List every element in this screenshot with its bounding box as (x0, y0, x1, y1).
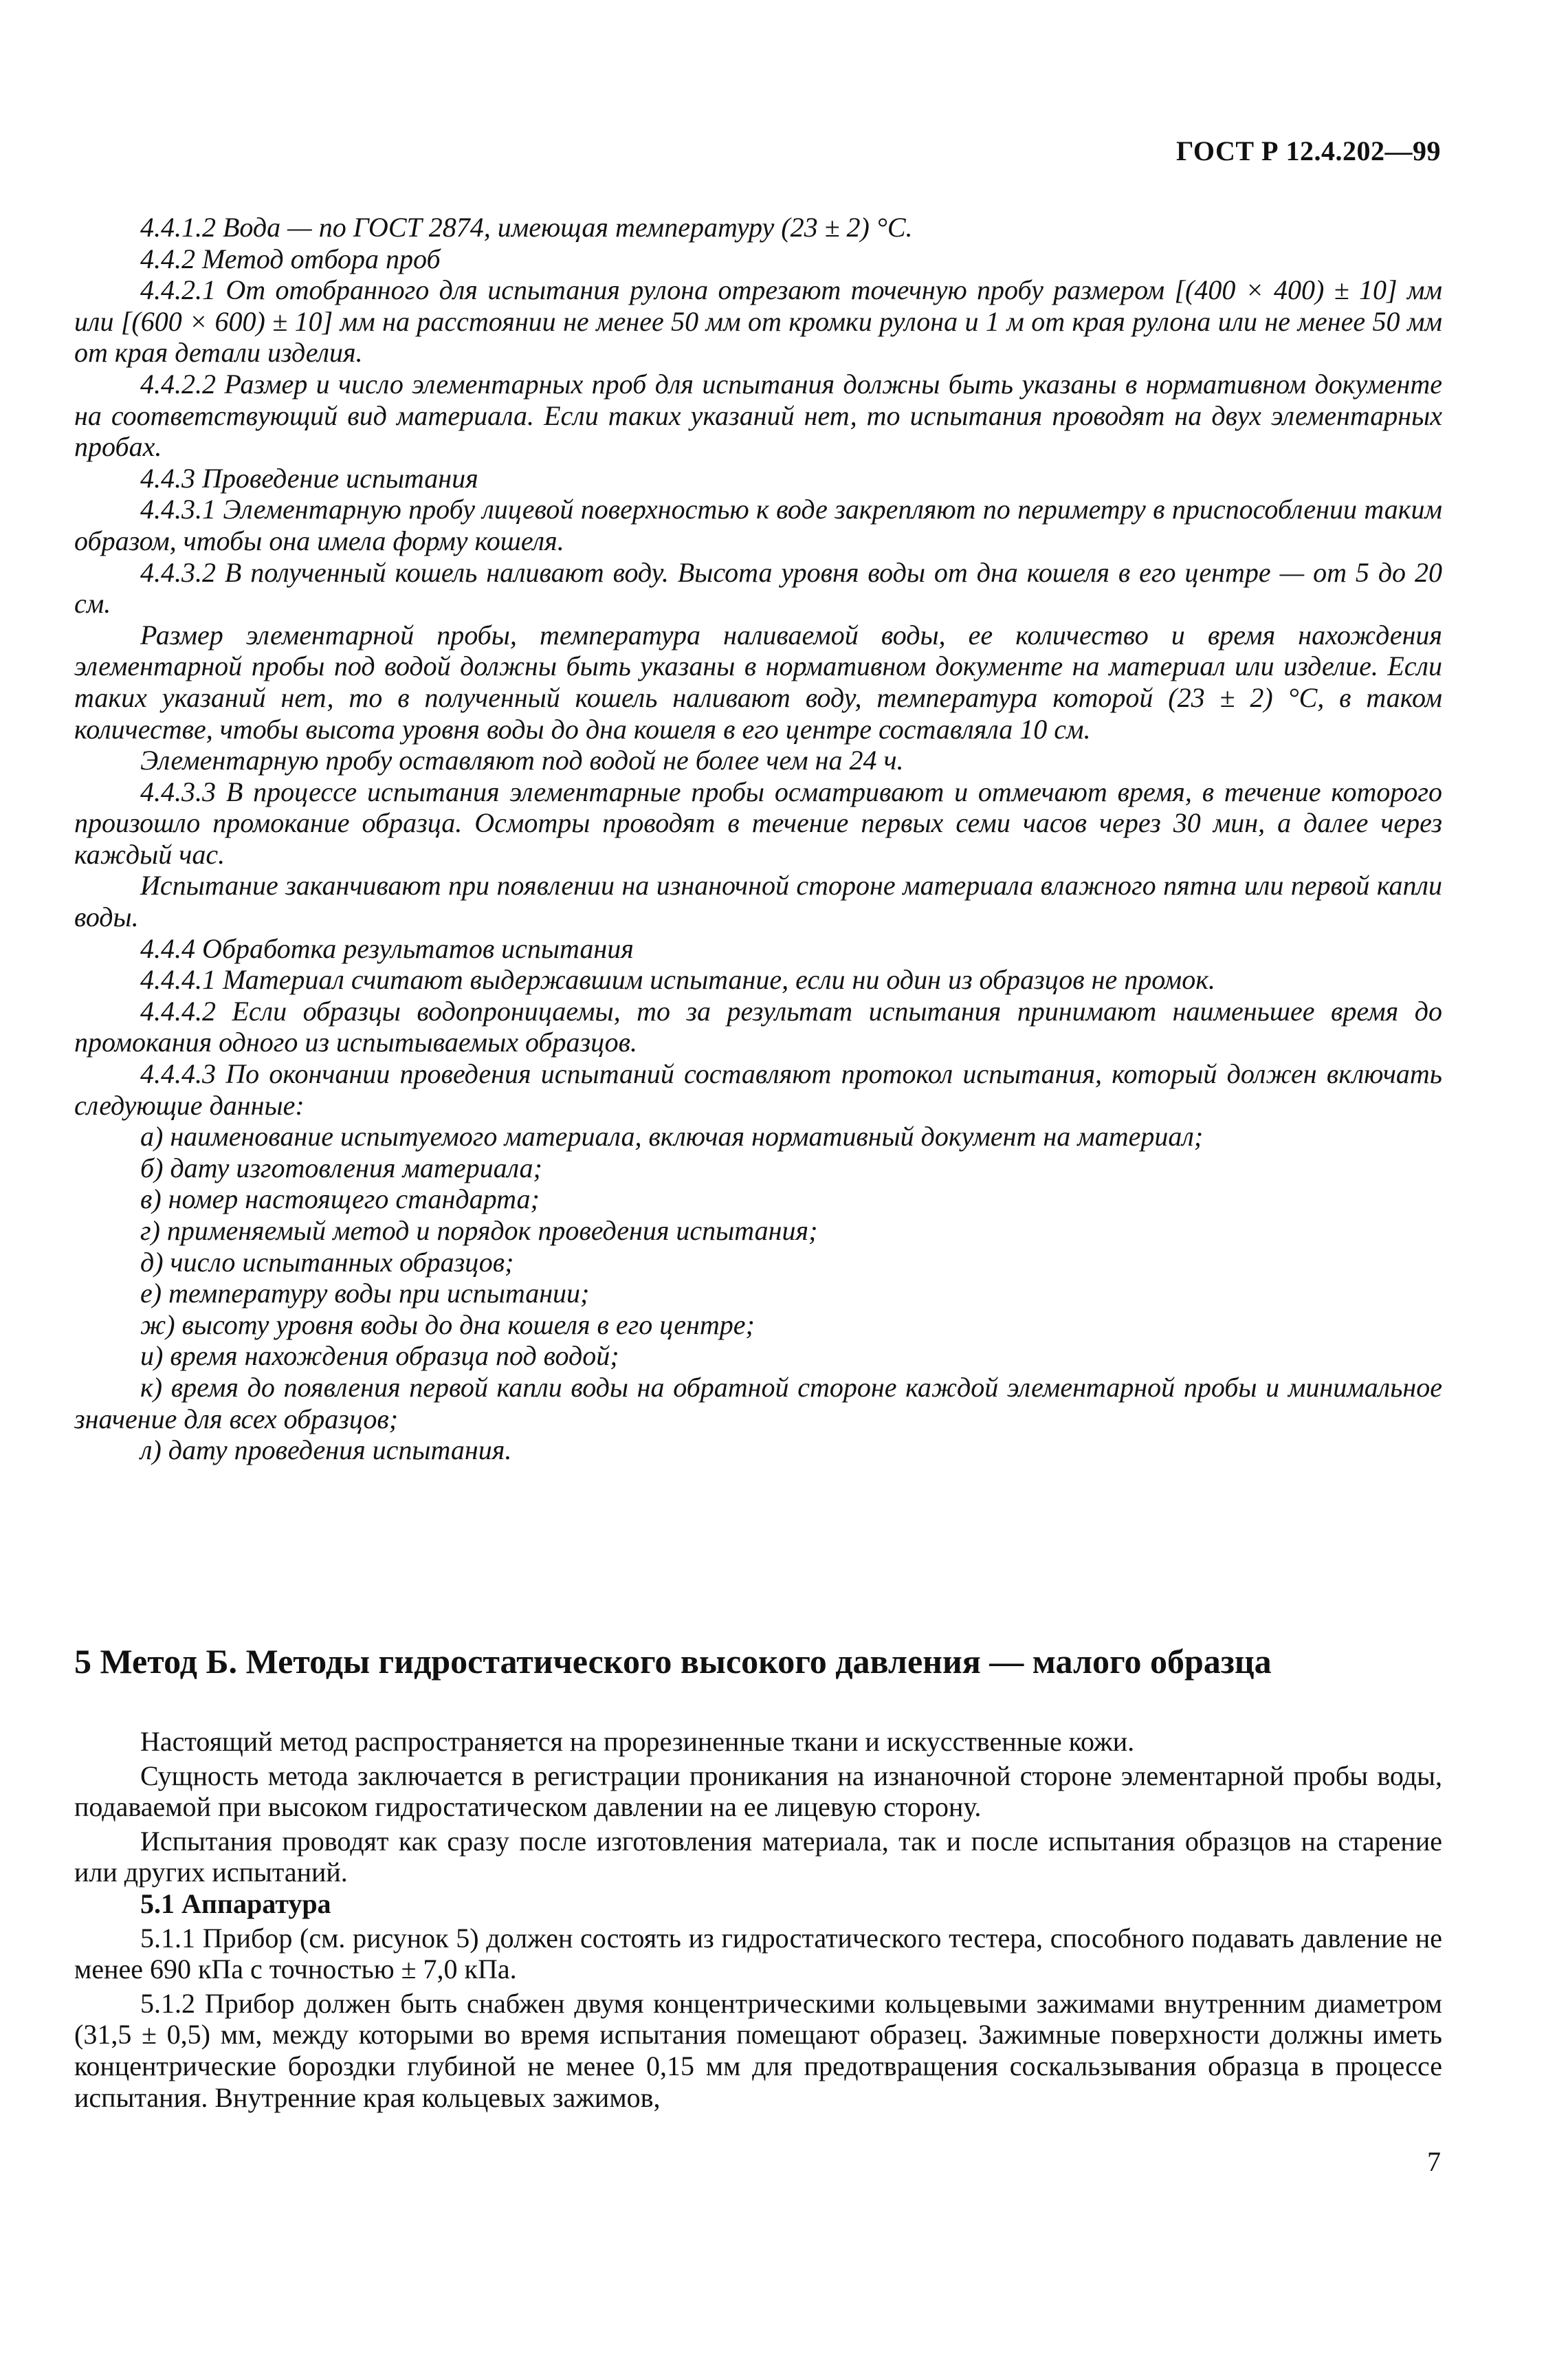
document-code-header: ГОСТ Р 12.4.202—99 (1175, 135, 1441, 166)
paragraph: 4.4.4.1 Материал считают выдержавшим испытание, если ни один из образцов не промок. (140, 964, 1215, 996)
list-item: л) дату проведения испытания. (140, 1434, 512, 1466)
paragraph: Размер элементарной пробы, температура наливаемой воды, ее количество и время нахождения элементарной пробы под водой должны быть указаны в нормативном документе на материал или изделие. Если таких указаний нет, то в полученный кошель наливают воду, температура которой (23 ± 2) °С, в таком количестве, чтобы высота уровня воды до дна кошеля в его центре составляла 10 см. (74, 619, 1442, 745)
paragraph: 4.4.1.2 Вода — по ГОСТ 2874, имеющая температуру (23 ± 2) °С. (140, 212, 913, 243)
paragraph: Испытание заканчивают при появлении на изнаночной стороне материала влажного пятна или первой капли воды. (74, 870, 1442, 933)
section-body (74, 1726, 1442, 2113)
section-title: 5 Метод Б. Методы гидростатического высокого давления — малого образца (74, 1642, 1272, 1681)
paragraph: Элементарную пробу оставляют под водой не более чем на 24 ч. (140, 745, 904, 776)
paragraph: 5.1.2 Прибор должен быть снабжен двумя концентрическими кольцевыми зажимами внутренним диаметром (31,5 ± 0,5) мм, между которыми во время испытания помещают образец. Зажимные поверхности должны иметь концентрические бороздки глубиной не менее 0,15 мм для предотвращения соскальзывания образца в процессе испытания. Внутренние края кольцевых зажимов, (74, 1987, 1442, 2113)
paragraph: 4.4.3.2 В полученный кошель наливают воду. Высота уровня воды от дна кошеля в его центре — от 5 до 20 см. (74, 556, 1442, 620)
list-item: г) применяемый метод и порядок проведения испытания; (140, 1215, 818, 1246)
list-item: в) номер настоящего стандарта; (140, 1183, 540, 1215)
italic-text-block (74, 212, 1442, 1466)
paragraph: Сущность метода заключается в регистрации проникания на изнаночной стороне элементарной пробы воды, подаваемой при высоком гидростатическом давлении на ее лицевую сторону. (74, 1760, 1442, 1823)
list-item: ж) высоту уровня воды до дна кошеля в его центре; (140, 1309, 755, 1340)
paragraph: 5.1.1 Прибор (см. рисунок 5) должен состоять из гидростатического тестера, способного подавать давление не менее 690 кПа с точностью ± 7,0 кПа. (74, 1922, 1442, 1985)
list-item: е) температуру воды при испытании; (140, 1278, 590, 1309)
paragraph: Настоящий метод распространяется на прорезиненные ткани и искусственные кожи. (140, 1726, 1135, 1757)
list-item: б) дату изготовления материала; (140, 1152, 542, 1183)
page-number: 7 (1427, 2146, 1441, 2177)
paragraph: 4.4.3.3 В процессе испытания элементарные пробы осматривают и отмечают время, в течение которого произошло промокание образца. Осмотры проводят в течение первых семи часов через 30 мин, а далее через каждый час. (74, 776, 1442, 870)
paragraph: Испытания проводят как сразу после изготовления материала, так и после испытания образцов на старение или других испытаний. (74, 1825, 1442, 1888)
list-item: а) наименование испытуемого материала, включая нормативный документ на материал; (140, 1121, 1204, 1152)
paragraph: 4.4.3.1 Элементарную пробу лицевой поверхностью к воде закрепляют по периметру в приспособлении таким образом, чтобы она имела форму кошеля. (74, 494, 1442, 556)
subsection-heading: 4.4.4 Обработка результатов испытания (140, 932, 634, 964)
paragraph: 4.4.2.1 От отобранного для испытания рулона отрезают точечную пробу размером [(400 × 400) ± 10] мм или [(600 × 600) ± 10] мм на расстоянии не менее 50 мм от кромки рулона и 1 м от края рулона или не менее 50 мм от края детали изделия. (74, 274, 1442, 369)
paragraph: 4.4.4.3 По окончании проведения испытаний составляют протокол испытания, который должен включать следующие данные: (74, 1058, 1442, 1121)
subsection-heading: 4.4.2 Метод отбора проб (140, 243, 441, 274)
list-item: д) число испытанных образцов; (140, 1246, 514, 1278)
subsection-heading: 5.1 Аппаратура (140, 1888, 331, 1919)
list-item: и) время нахождения образца под водой; (140, 1340, 619, 1372)
paragraph: 4.4.4.2 Если образцы водопроницаемы, то за результат испытания принимают наименьшее время до промокания одного из испытываемых образцов. (74, 995, 1442, 1058)
paragraph: 4.4.2.2 Размер и число элементарных проб для испытания должны быть указаны в нормативном документе на соответствующий вид материала. Если таких указаний нет, то испытания проводят на двух элементарных пробах. (74, 368, 1442, 463)
subsection-heading: 4.4.3 Проведение испытания (140, 462, 478, 494)
list-item: к) время до появления первой капли воды на обратной стороне каждой элементарной пробы и минимальное значение для всех образцов; (74, 1371, 1442, 1434)
